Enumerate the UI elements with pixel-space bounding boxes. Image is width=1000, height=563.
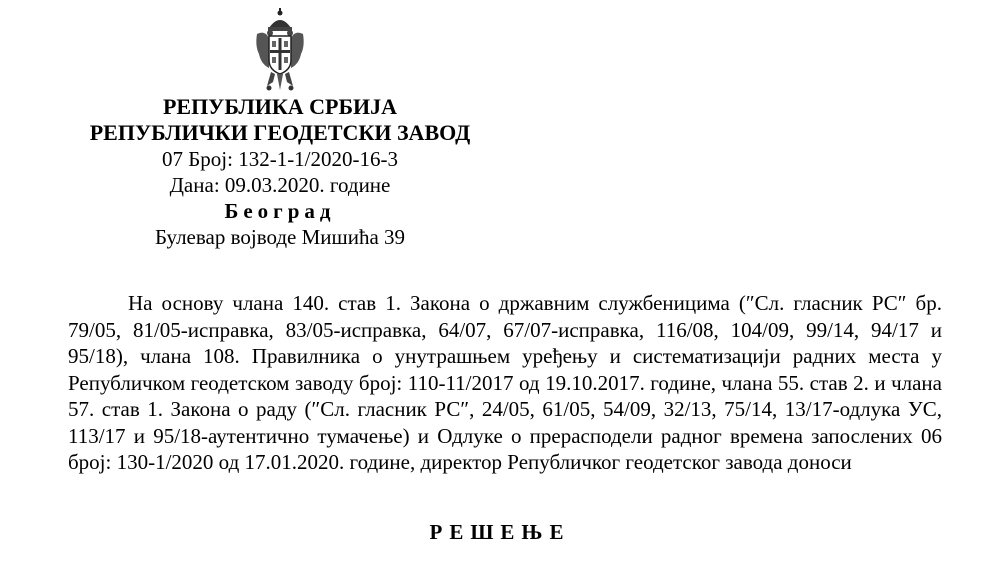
decision-title: РЕШЕЊЕ	[429, 520, 571, 544]
header-institution: РЕПУБЛИЧКИ ГЕОДЕТСКИ ЗАВОД	[89, 120, 471, 145]
document-header	[0, 94, 560, 250]
document-date: Дана: 09.03.2020. године	[169, 173, 391, 197]
document-city: Београд	[224, 199, 336, 223]
document-address: Булевар војводе Мишића 39	[154, 225, 406, 249]
header-country: РЕПУБЛИКА СРБИЈА	[162, 94, 398, 119]
coat-of-arms-icon	[255, 8, 305, 94]
legal-basis-paragraph: На основу члана 140. став 1. Закона о државним службеницима (″Сл. гласник РС″ бр. 79/05, 81/05-исправка, 83/05-исправка, 64/07, 67/07-исправка, 116/08, 104/09, 99/14, 94/17 и 95/18), члана 108. Правилника о унутрашњем уређењу и систематизацији радних места у Републичком геодетском заводу број: 110-11/2017 од 19.10.2017. године, члана 55. став 2. и члана 57. став 1. Закона о раду (″Сл. гласник РС″, 24/05, 61/05, 54/09, 32/13, 75/14, 13/17-одлука УС, 113/17 и 95/18-аутентично тумачење) и Одлуке о прерасподели радног времена запослених 06 број: 130-1/2020 од 17.01.2020. године, директор Републичког геодетског завода доноси	[68, 291, 942, 474]
document-number: 07 Број: 132-1-1/2020-16-3	[161, 147, 399, 171]
